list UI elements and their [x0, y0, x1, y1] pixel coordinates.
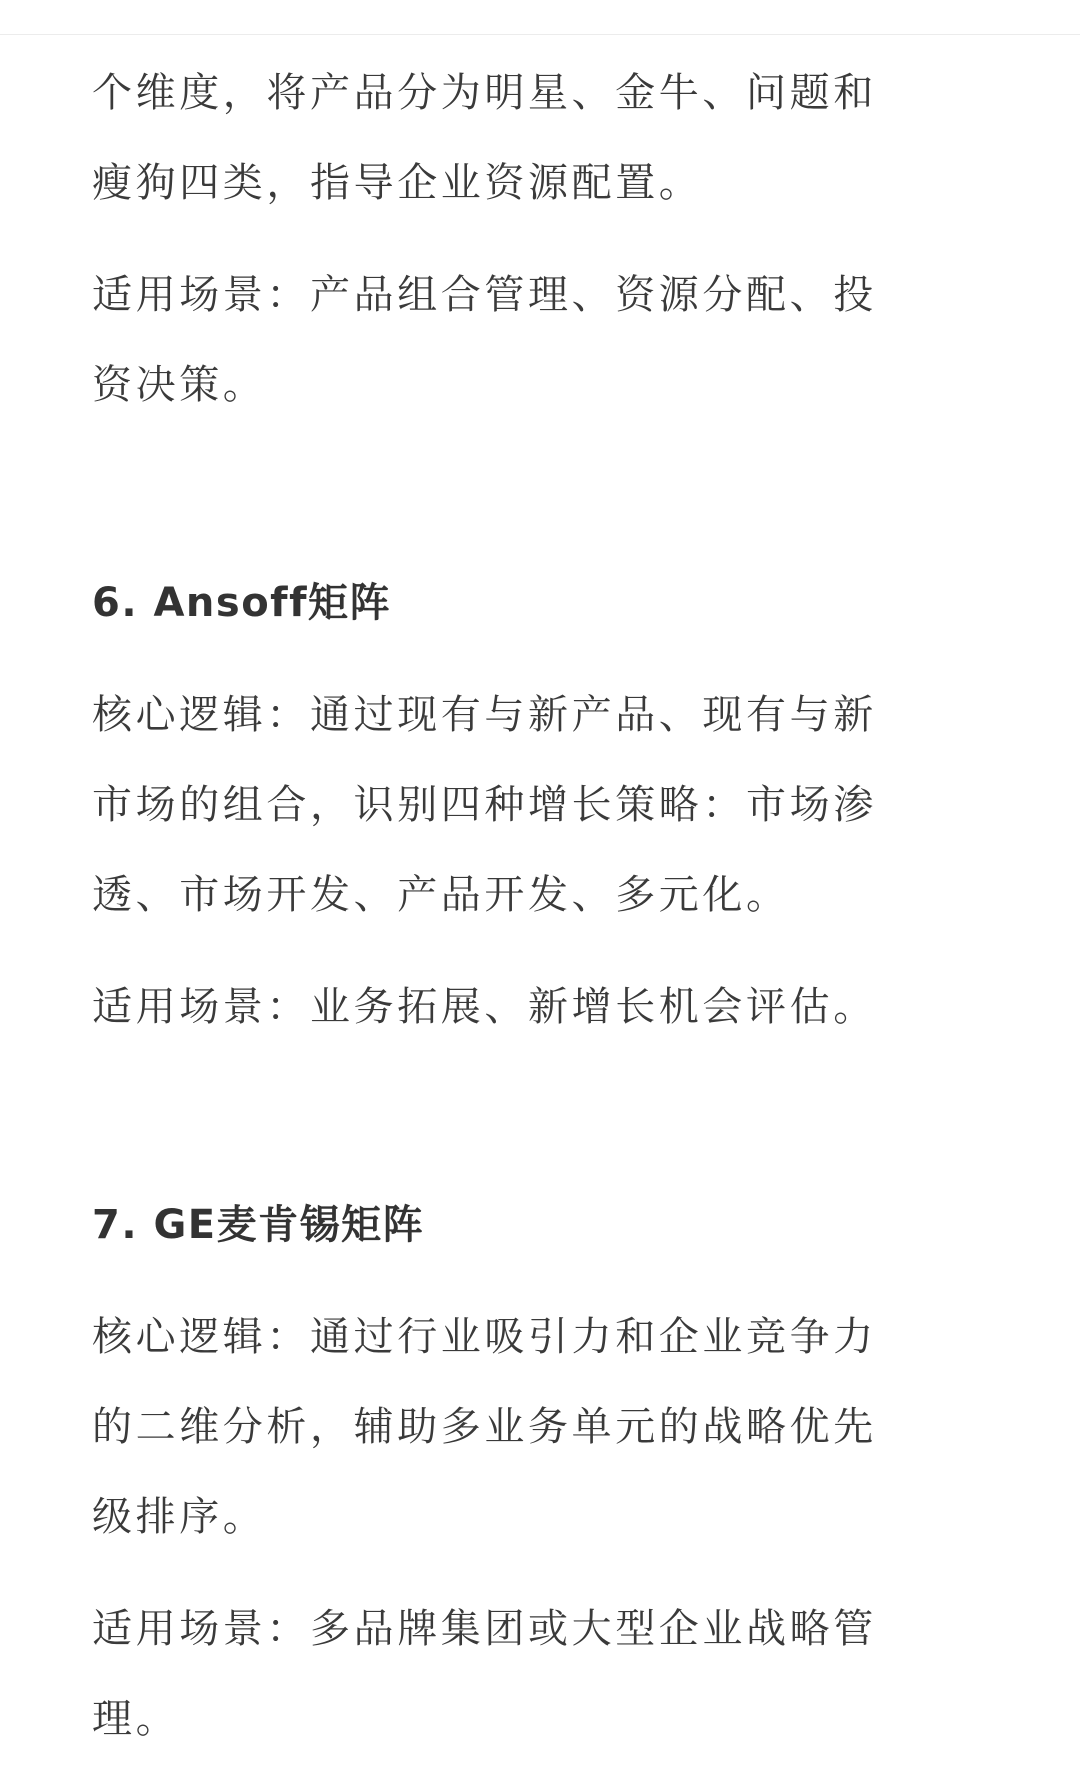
- text-line: 个维度，将产品分为明星、金牛、问题和: [92, 70, 877, 116]
- text-line: 资决策。: [92, 362, 267, 408]
- text-line: 核心逻辑：通过现有与新产品、现有与新: [92, 692, 877, 738]
- section-5-core-paragraph: [92, 48, 992, 228]
- text-line: 核心逻辑：通过行业吸引力和企业竞争力: [92, 1314, 877, 1360]
- text-line: 适用场景：多品牌集团或大型企业战略管: [92, 1606, 877, 1652]
- text-line: 的二维分析，辅助多业务单元的战略优先: [92, 1404, 877, 1450]
- text-line: 市场的组合，识别四种增长策略：市场渗: [92, 782, 877, 828]
- text-line: 适用场景：业务拓展、新增长机会评估。: [92, 984, 877, 1030]
- section-7-scene-paragraph: [92, 1584, 992, 1764]
- text-line: 适用场景：产品组合管理、资源分配、投: [92, 272, 877, 318]
- section-6-scene-paragraph: [92, 962, 992, 1052]
- top-divider: [0, 34, 1080, 35]
- section-6-heading: 6. Ansoff矩阵: [92, 580, 391, 626]
- section-5-scene-paragraph: [92, 250, 992, 430]
- section-7-heading: 7. GE麦肯锡矩阵: [92, 1202, 425, 1248]
- article-body: [92, 48, 992, 1764]
- section-6-core-paragraph: [92, 670, 992, 940]
- text-line: 理。: [92, 1696, 180, 1742]
- text-line: 级排序。: [92, 1494, 267, 1540]
- section-7-core-paragraph: [92, 1292, 992, 1562]
- text-line: 透、市场开发、产品开发、多元化。: [92, 872, 790, 918]
- text-line: 瘦狗四类，指导企业资源配置。: [92, 160, 703, 206]
